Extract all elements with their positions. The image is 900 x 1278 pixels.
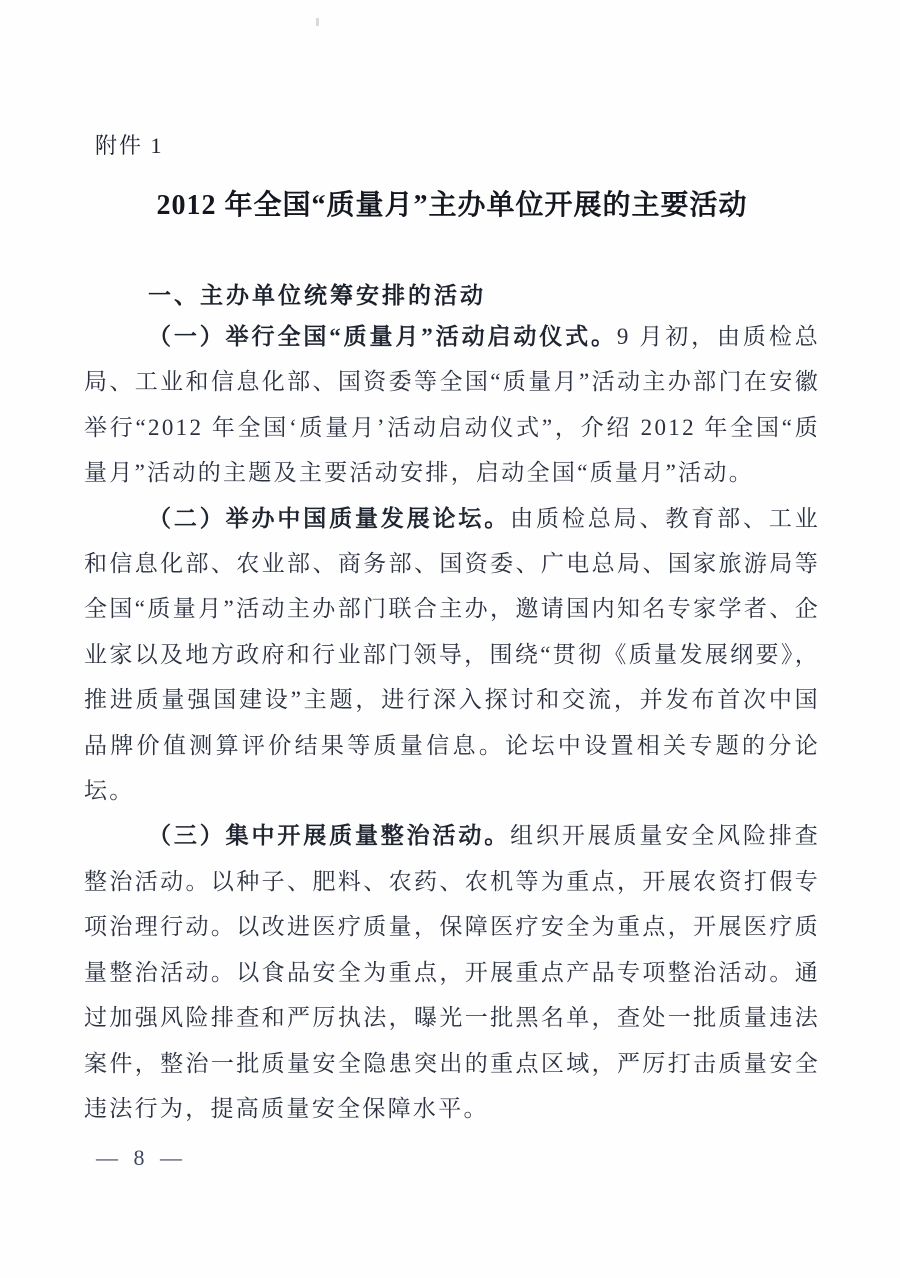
paragraph-1 [84,314,820,496]
paragraph-3-body: 组织开展质量安全风险排查整治活动。以种子、肥料、农药、农机等为重点，开展农资打假专项治理行动。以改进医疗质量，保障医疗安全为重点，开展医疗质量整治活动。以食品安全为重点，开展重点产品专项整治活动。通过加强风险排查和严厉执法，曝光一批黑名单，查处一批质量违法案件，整治一批质量安全隐患突出的重点区域，严厉打击质量安全违法行为，提高质量安全保障水平。 [84,823,820,1121]
page-number: — 8 — [96,1145,187,1171]
paragraph-2-lead: （二）举办中国质量发展论坛。 [148,505,511,531]
scan-artifact [316,18,319,26]
paragraph-1-lead: （一）举行全国“质量月”活动启动仪式。 [148,324,617,349]
attachment-label: 附件 1 [95,133,164,158]
paragraph-1-body: 9 月初，由质检总局、工业和信息化部、国资委等全国“质量月”活动主办部门在安徽举行“2012 年全国‘质量月’活动启动仪式”，介绍 2012 年全国“质量月”活动的主题及主要活动安排，启动全国“质量月”活动。 [84,324,821,486]
paragraph-3 [84,813,820,1131]
paragraph-2 [84,496,820,814]
section-heading: 一、主办单位统筹安排的活动 [148,283,486,308]
paragraph-3-lead: （三）集中开展质量整治活动。 [148,823,511,849]
document-title: 2012 年全国“质量月”主办单位开展的主要活动 [156,190,748,221]
paragraph-2-body: 由质检总局、教育部、工业和信息化部、农业部、商务部、国资委、广电总局、国家旅游局等全国“质量月”活动主办部门联合主办，邀请国内知名专家学者、企业家以及地方政府和行业部门领导，围绕“贯彻《质量发展纲要》，推进质量强国建设”主题，进行深入探讨和交流，并发布首次中国品牌价值测算评价结果等质量信息。论坛中设置相关专题的分论坛。 [84,505,820,804]
